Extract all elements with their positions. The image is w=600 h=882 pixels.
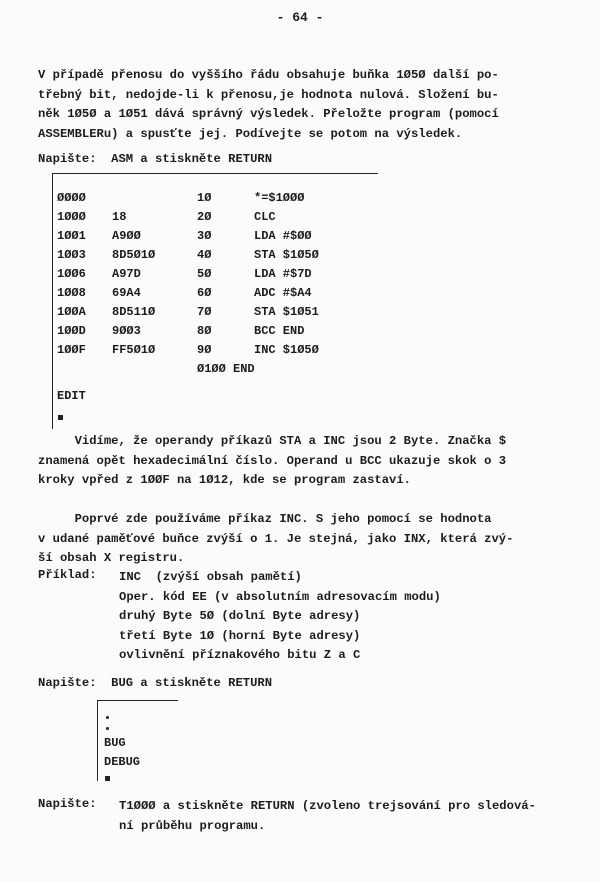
operands-paragraph bbox=[38, 432, 506, 491]
listing-address: 1ØØF bbox=[57, 343, 86, 357]
listing-line-number: 1Ø bbox=[197, 191, 212, 205]
listing-code: 69A4 bbox=[112, 286, 141, 300]
listing-line-number: 3Ø bbox=[197, 229, 212, 243]
example-list bbox=[119, 568, 441, 666]
text-line: znamená opět hexadecimální číslo. Operand u BCC ukazuje skok o 3 bbox=[38, 453, 507, 468]
cursor-block bbox=[58, 415, 63, 420]
listing-code: 8D511Ø bbox=[112, 305, 156, 319]
text-line: v udané paměťové buňce zvýší o 1. Je stejná, jako INX, která zvý- bbox=[38, 531, 514, 546]
listing-instruction: *=$1ØØØ bbox=[254, 191, 305, 205]
listing-address: 1ØØ6 bbox=[57, 267, 86, 281]
text-line: kroky vpřed z 1ØØF na 1Ø12, kde se program zastaví. bbox=[38, 473, 411, 487]
listing-code: A9ØØ bbox=[112, 229, 141, 243]
prompt-dot bbox=[106, 727, 109, 730]
listing-instruction: STA $1Ø51 bbox=[254, 305, 319, 319]
text-line: Poprvé zde používáme příkaz INC. S jeho pomocí se hodnota bbox=[38, 512, 492, 526]
listing-line-number: 2Ø bbox=[197, 210, 212, 224]
listing-instruction: LDA #$ØØ bbox=[254, 229, 312, 243]
listing-address: 1ØØ8 bbox=[57, 286, 86, 300]
text-line: Vidíme, že operandy příkazů STA a INC jsou 2 Byte. Značka $ bbox=[38, 434, 507, 448]
listing-code: 18 bbox=[112, 210, 127, 224]
instruction-trace bbox=[119, 797, 536, 836]
inc-paragraph bbox=[38, 510, 513, 569]
instruction-bug: Napište: BUG a stiskněte RETURN bbox=[38, 676, 273, 690]
listing-line-number: 6Ø bbox=[197, 286, 212, 300]
listing-address: 1ØØD bbox=[57, 324, 86, 338]
page-number: - 64 - bbox=[276, 10, 324, 25]
text-line: T1ØØØ a stiskněte RETURN (zvoleno trejsování pro sledová- bbox=[119, 799, 536, 813]
assembler-listing-screen bbox=[52, 173, 378, 429]
text-line: ní průběhu programu. bbox=[119, 818, 266, 833]
bug-command: BUG bbox=[104, 736, 126, 750]
listing-address: ØØØØ bbox=[57, 191, 86, 205]
text-line: ší obsah X registru. bbox=[38, 551, 185, 565]
intro-line: ASSEMBLERu) a spusťte jej. Podívejte se potom na výsledek. bbox=[38, 126, 463, 141]
prompt-dot bbox=[106, 716, 109, 719]
listing-line-number: 9Ø bbox=[197, 343, 212, 357]
instruction-trace-label: Napište: bbox=[38, 797, 97, 811]
intro-line: něk 1Ø5Ø a 1Ø51 dává správný výsledek. Přeložte program (pomocí bbox=[38, 107, 499, 121]
example-line: třetí Byte 1Ø (horní Byte adresy) bbox=[119, 628, 361, 643]
listing-instruction: ADC #$A4 bbox=[254, 286, 312, 300]
debug-prompt: DEBUG bbox=[104, 755, 141, 769]
listing-code: FF5Ø1Ø bbox=[112, 343, 156, 357]
listing-address: 1ØØ1 bbox=[57, 229, 86, 243]
listing-instruction: INC $1Ø5Ø bbox=[254, 343, 319, 357]
example-line: INC (zvýší obsah pamětí) bbox=[119, 570, 302, 584]
listing-end: Ø1ØØ END bbox=[197, 362, 255, 376]
listing-code: 8D5Ø1Ø bbox=[112, 248, 156, 262]
listing-address: 1ØØ3 bbox=[57, 248, 86, 262]
listing-instruction: CLC bbox=[254, 210, 276, 224]
cursor-block bbox=[105, 776, 110, 781]
listing-address: 1ØØØ bbox=[57, 210, 86, 224]
intro-paragraph bbox=[38, 66, 499, 144]
example-label: Příklad: bbox=[38, 568, 97, 582]
listing-address: 1ØØA bbox=[57, 305, 86, 319]
listing-instruction: BCC END bbox=[254, 324, 305, 338]
listing-line-number: 5Ø bbox=[197, 267, 212, 281]
example-line: Oper. kód EE (v absolutním adresovacím modu) bbox=[119, 589, 441, 604]
example-line: ovlivnění příznakového bitu Z a C bbox=[119, 648, 361, 662]
listing-line-number: 7Ø bbox=[197, 305, 212, 319]
listing-line-number: 4Ø bbox=[197, 248, 212, 262]
listing-code: 9ØØ3 bbox=[112, 324, 141, 338]
intro-line: V případě přenosu do vyššího řádu obsahuje buňka 1Ø5Ø další po- bbox=[38, 68, 499, 82]
example-line: druhý Byte 5Ø (dolní Byte adresy) bbox=[119, 609, 361, 623]
listing-instruction: STA $1Ø5Ø bbox=[254, 248, 319, 262]
instruction-asm: Napište: ASM a stiskněte RETURN bbox=[38, 152, 273, 166]
listing-line-number: 8Ø bbox=[197, 324, 212, 338]
listing-instruction: LDA #$7D bbox=[254, 267, 312, 281]
edit-prompt: EDIT bbox=[57, 389, 86, 403]
intro-line: třebný bit, nedojde-li k přenosu,je hodnota nulová. Složení bu- bbox=[38, 87, 499, 102]
listing-code: A97D bbox=[112, 267, 141, 281]
